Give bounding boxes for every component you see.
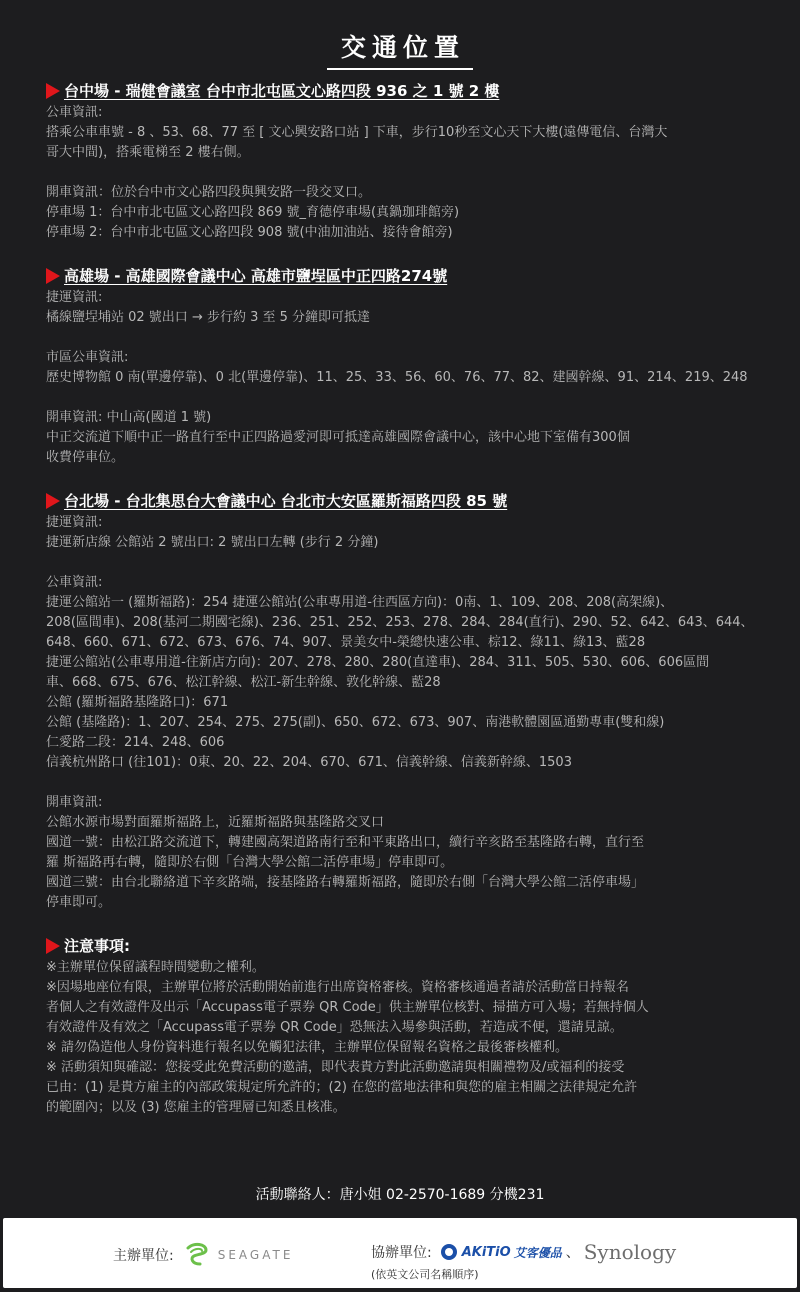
spacer <box>46 163 756 183</box>
order-note: (依英文公司名稱順序) <box>371 1268 479 1281</box>
text-line: 開車資訊：位於台中市文心路四段與興安路一段交叉口。 <box>46 185 372 200</box>
text-line: 羅 斯福路再右轉，隨即於右側「台灣大學公館二活停車場」停車即可。 <box>46 855 454 870</box>
text-line: 已由：(1) 是貴方雇主的內部政策規定所允許的；(2) 在您的當地法律和與您的雇主相關之法律規定允許 <box>46 1080 638 1095</box>
co-organizer <box>371 1240 676 1264</box>
logo-separator: 、 <box>565 1245 580 1261</box>
text-line: 停車場 1：台中市北屯區文心路四段 869 號_育德停車場(真鍋珈琲館旁) <box>46 205 460 220</box>
spacer <box>46 773 756 793</box>
text-line: 捷運新店線 公館站 2 號出口: 2 號出口左轉 (步行 2 分鐘) <box>46 535 379 550</box>
section-header <box>46 265 756 286</box>
contact-info: 活動聯絡人：唐小姐 02-2570-1689 分機231 <box>255 1187 545 1203</box>
text-line: 國道一號：由松江路交流道下，轉建國高架道路南行至和平東路出口，續行辛亥路至基隆路右轉，直行至 <box>46 835 645 850</box>
spacer <box>46 553 756 573</box>
text-line: 的範圍內；以及 (3) 您雇主的管理層已知悉且核准。 <box>46 1100 346 1115</box>
section-header <box>46 935 756 956</box>
text-line: 信義杭州路口 (往101)：0東、20、22、204、670、671、信義幹線、信義新幹線、1503 <box>46 755 572 770</box>
text-line: 搭乘公車車號 - 8 、53、68、77 至 [ 文心興安路口站 ] 下車，步行10秒至文心天下大樓(遠傳電信、台灣大 <box>46 125 668 140</box>
section-taichung <box>46 80 756 243</box>
red-triangle-icon <box>46 83 60 99</box>
seagate-logo-icon <box>182 1240 212 1270</box>
text-line: 捷運公館站(公車專用道-往新店方向)：207、278、280、280(直達車)、284、311、505、530、606、606區間 <box>46 655 710 670</box>
text-line: 停車場 2：台中市北屯區文心路四段 908 號(中油加油站、接待會館旁) <box>46 225 453 240</box>
red-triangle-icon <box>46 268 60 284</box>
section-title: 注意事項: <box>64 937 130 955</box>
section-taipei <box>46 490 756 913</box>
text-line: 公館 (羅斯福路基隆路口)：671 <box>46 695 229 710</box>
title-area <box>0 0 800 70</box>
spacer <box>46 388 756 408</box>
seagate-logo-text: SEAGATE <box>217 1248 294 1262</box>
text-line: 208(區間車)、208(基河二期國宅線)、236、251、252、253、278、284、284(直行)、290、52、642、643、644、 <box>46 615 754 630</box>
akitio-logo-cn: 艾客優品 <box>513 1245 562 1260</box>
text-line: ※因場地座位有限，主辦單位將於活動開始前進行出席資格審核。資格審核通過者請於活動當日持報名 <box>46 980 629 995</box>
text-line: 停車即可。 <box>46 895 112 910</box>
text-line: 開車資訊: 中山高(國道 1 號) <box>46 410 212 425</box>
synology-logo-text: Synology <box>583 1240 677 1264</box>
text-line: 橘線鹽埕埔站 02 號出口 → 步行約 3 至 5 分鐘即可抵達 <box>46 310 371 325</box>
text-line: 公車資訊: <box>46 575 103 590</box>
section-kaohsiung <box>46 265 756 468</box>
akitio-logo-text: AKiTiO <box>461 1244 511 1260</box>
section-title: 台中場 - 瑞健會議室 台中市北屯區文心路四段 936 之 1 號 2 樓 <box>64 82 500 100</box>
text-line: 國道三號：由台北聯絡道下辛亥路端，接基隆路右轉羅斯福路，隨即於右側「台灣大學公館二活停車場」 <box>46 875 645 890</box>
text-line: 捷運資訊: <box>46 515 103 530</box>
text-line: 中正交流道下順中正一路直行至中正四路過愛河即可抵達高雄國際會議中心，該中心地下室備有300個 <box>46 430 630 445</box>
text-line: ※ 請勿偽造他人身份資料進行報名以免觸犯法律，主辦單位保留報名資格之最後審核權利。 <box>46 1040 569 1055</box>
section-notes <box>46 935 756 1118</box>
page-title: 交通位置 <box>327 28 473 70</box>
main-content <box>46 80 756 1140</box>
section-header <box>46 80 756 101</box>
text-line: ※主辦單位保留議程時間變動之權利。 <box>46 960 265 975</box>
akitio-logo-icon <box>440 1243 458 1261</box>
co-organizer-label: 協辦單位: <box>371 1245 432 1261</box>
red-triangle-icon <box>46 938 60 954</box>
text-line: 哥大中間)，搭乘電梯至 2 樓右側。 <box>46 145 250 160</box>
text-line: 收費停車位。 <box>46 450 125 465</box>
organizer <box>113 1240 293 1270</box>
section-header <box>46 490 756 511</box>
organizer-label: 主辦單位: <box>113 1248 174 1264</box>
text-line: 市區公車資訊: <box>46 350 129 365</box>
text-line: 捷運資訊: <box>46 290 103 305</box>
spacer <box>46 328 756 348</box>
text-line: 開車資訊: <box>46 795 103 810</box>
text-line: 捷運公館站一 (羅斯福路)：254 捷運公館站(公車專用道-往西區方向)：0南、1、109、208、208(高架線)、 <box>46 595 674 610</box>
red-triangle-icon <box>46 493 60 509</box>
text-line: 者個人之有效證件及出示「Accupass電子票券 QR Code」供主辦單位核對、掃描方可入場；若無持個人 <box>46 1000 649 1015</box>
footer-sponsors <box>3 1218 797 1288</box>
text-line: ※ 活動須知與確認：您接受此免費活動的邀請，即代表貴方對此活動邀請與相關禮物及/或福利的接受 <box>46 1060 625 1075</box>
text-line: 有效證件及有效之「Accupass電子票券 QR Code」恐無法入場參與活動，若造成不便，還請見諒。 <box>46 1020 623 1035</box>
text-line: 公館水源市場對面羅斯福路上，近羅斯福路與基隆路交叉口 <box>46 815 385 830</box>
text-line: 648、660、671、672、673、676、74、907、景美女中-榮總快速公車、棕12、綠11、綠13、藍28 <box>46 635 646 650</box>
section-title: 高雄場 - 高雄國際會議中心 高雄市鹽埕區中正四路274號 <box>64 267 448 285</box>
text-line: 歷史博物館 0 南(單邊停靠)、0 北(單邊停靠)、11、25、33、56、60、76、77、82、建國幹線、91、214、219、248 <box>46 370 748 385</box>
text-line: 公車資訊: <box>46 105 103 120</box>
text-line: 車、668、675、676、松江幹線、松江-新生幹線、敦化幹線、藍28 <box>46 675 441 690</box>
section-title: 台北場 - 台北集思台大會議中心 台北市大安區羅斯福路四段 85 號 <box>64 492 508 510</box>
text-line: 仁愛路二段：214、248、606 <box>46 735 225 750</box>
text-line: 公館 (基隆路)：1、207、254、275、275(副)、650、672、673、907、南港軟體園區通勤專車(雙和線) <box>46 715 665 730</box>
